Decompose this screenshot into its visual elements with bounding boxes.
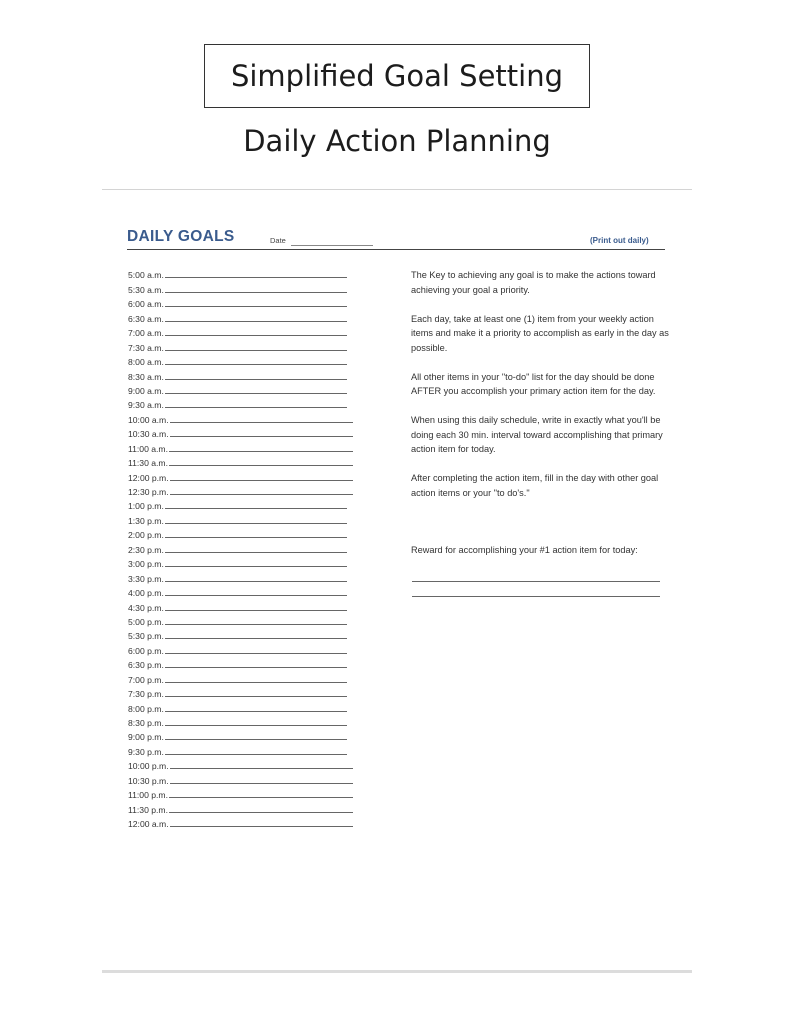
time-label: 12:30 p.m.	[128, 487, 169, 497]
entry-line	[165, 725, 347, 726]
time-label: 4:00 p.m.	[128, 588, 164, 599]
schedule-row	[128, 324, 368, 338]
entry-line	[169, 451, 353, 452]
entry-line	[165, 595, 347, 596]
schedule-row	[128, 641, 368, 655]
time-schedule	[128, 266, 368, 829]
entry-line	[165, 379, 347, 380]
time-label: 7:30 a.m.	[128, 342, 164, 353]
schedule-row	[128, 670, 368, 684]
entry-line	[165, 653, 347, 654]
entry-line	[169, 797, 353, 798]
time-label: 9:00 a.m.	[128, 385, 164, 396]
entry-line	[165, 321, 347, 322]
instruction-paragraph: Each day, take at least one (1) item from your weekly action items and make it a priority to accomplish as early in the day as possible.	[411, 313, 669, 353]
time-label: 7:30 p.m.	[128, 689, 164, 700]
schedule-row	[128, 266, 368, 280]
time-label: 1:00 p.m.	[128, 501, 164, 512]
entry-line	[165, 393, 347, 394]
time-label: 6:00 a.m.	[128, 299, 164, 310]
entry-line	[165, 739, 347, 740]
time-label: 9:30 a.m.	[128, 400, 164, 411]
entry-line	[165, 407, 347, 408]
time-label: 10:30 p.m.	[128, 775, 169, 786]
schedule-row	[128, 685, 368, 699]
schedule-row	[128, 468, 368, 482]
page-subtitle: Daily Action Planning	[243, 124, 551, 158]
entry-line	[170, 436, 353, 437]
top-divider	[102, 189, 692, 190]
instruction-paragraph: After completing the action item, fill in the day with other goal action items or your "to do's."	[411, 473, 659, 498]
schedule-row	[128, 771, 368, 785]
schedule-row	[128, 540, 368, 554]
entry-line	[165, 682, 347, 683]
entry-line	[170, 826, 353, 827]
entry-line	[170, 422, 353, 423]
time-label: 11:30 a.m.	[128, 458, 168, 469]
entry-line	[165, 711, 347, 712]
time-label: 5:30 p.m.	[128, 631, 164, 642]
schedule-row	[128, 396, 368, 410]
schedule-row	[128, 627, 368, 641]
schedule-row	[128, 483, 368, 497]
time-label: 11:30 p.m.	[128, 804, 168, 815]
entry-line	[170, 480, 353, 481]
print-note: (Print out daily)	[590, 236, 649, 245]
entry-line	[165, 552, 347, 553]
page-title: Simplified Goal Setting	[230, 59, 564, 93]
time-label: 7:00 a.m.	[128, 328, 164, 339]
time-label: 8:30 a.m.	[128, 371, 164, 382]
entry-line	[165, 306, 347, 307]
entry-line	[165, 335, 347, 336]
time-label: 5:00 p.m.	[128, 616, 164, 627]
schedule-row	[128, 309, 368, 323]
schedule-row	[128, 757, 368, 771]
time-label: 6:30 p.m.	[128, 660, 164, 671]
time-label: 12:00 a.m.	[128, 819, 169, 830]
schedule-row	[128, 728, 368, 742]
reward-prompt: Reward for accomplishing your #1 action item for today:	[411, 545, 638, 555]
schedule-row	[128, 714, 368, 728]
entry-line	[165, 667, 347, 668]
entry-line	[165, 610, 347, 611]
schedule-row	[128, 353, 368, 367]
time-label: 10:30 a.m.	[128, 429, 169, 440]
time-label: 6:30 a.m.	[128, 313, 164, 324]
entry-line	[165, 523, 347, 524]
schedule-row	[128, 800, 368, 814]
schedule-row	[128, 613, 368, 627]
instruction-paragraph: The Key to achieving any goal is to make the actions toward achieving your goal a priority.	[411, 270, 656, 295]
entry-line	[165, 696, 347, 697]
reward-line	[412, 581, 660, 582]
schedule-row	[128, 584, 368, 598]
entry-line	[165, 537, 347, 538]
entry-line	[170, 494, 353, 495]
time-label: 1:30 p.m.	[128, 515, 164, 526]
entry-line	[170, 783, 353, 784]
entry-line	[165, 508, 347, 509]
schedule-row	[128, 511, 368, 525]
time-label: 7:00 p.m.	[128, 674, 164, 685]
entry-line	[169, 465, 353, 466]
entry-line	[165, 350, 347, 351]
instruction-paragraph: All other items in your "to-do" list for the day should be done AFTER you accomplish your primary action item for the day.	[411, 371, 656, 396]
time-label: 8:00 p.m.	[128, 703, 164, 714]
time-label: 11:00 p.m.	[128, 790, 168, 801]
time-label: 9:30 p.m.	[128, 746, 164, 757]
time-label: 8:00 a.m.	[128, 357, 164, 368]
schedule-row	[128, 656, 368, 670]
entry-line	[165, 638, 347, 639]
time-label: 3:00 p.m.	[128, 559, 164, 570]
date-label: Date	[270, 236, 286, 245]
schedule-row	[128, 338, 368, 352]
schedule-row	[128, 497, 368, 511]
schedule-row	[128, 786, 368, 800]
time-label: 2:30 p.m.	[128, 544, 164, 555]
entry-line	[165, 754, 347, 755]
heading-underline	[127, 249, 665, 250]
time-label: 12:00 p.m.	[128, 472, 169, 483]
document-heading: DAILY GOALS	[127, 228, 235, 245]
schedule-row	[128, 569, 368, 583]
schedule-row	[128, 742, 368, 756]
entry-line	[165, 581, 347, 582]
time-label: 2:00 p.m.	[128, 530, 164, 541]
time-label: 10:00 p.m.	[128, 761, 169, 772]
schedule-row	[128, 382, 368, 396]
schedule-row	[128, 598, 368, 612]
instructions	[411, 268, 671, 515]
schedule-row	[128, 815, 368, 829]
time-label: 10:00 a.m.	[128, 414, 169, 425]
time-label: 5:00 a.m.	[128, 270, 164, 281]
schedule-row	[128, 410, 368, 424]
entry-line	[165, 277, 347, 278]
schedule-row	[128, 454, 368, 468]
time-label: 5:30 a.m.	[128, 284, 164, 295]
schedule-row	[128, 295, 368, 309]
time-label: 4:30 p.m.	[128, 602, 164, 613]
time-label: 11:00 a.m.	[128, 443, 168, 454]
schedule-row	[128, 526, 368, 540]
schedule-row	[128, 555, 368, 569]
title-box	[204, 44, 590, 108]
time-label: 8:30 p.m.	[128, 718, 164, 728]
schedule-row	[128, 439, 368, 453]
instruction-paragraph: When using this daily schedule, write in exactly what you'll be doing each 30 min. interval toward accomplishing that primary action item for today.	[411, 415, 663, 454]
schedule-row	[128, 699, 368, 713]
entry-line	[170, 768, 353, 769]
entry-line	[169, 812, 353, 813]
entry-line	[165, 624, 347, 625]
entry-line	[165, 292, 347, 293]
date-field-line	[291, 245, 373, 246]
schedule-row	[128, 367, 368, 381]
schedule-row	[128, 280, 368, 294]
entry-line	[165, 364, 347, 365]
schedule-row	[128, 425, 368, 439]
bottom-divider	[102, 970, 692, 973]
reward-line	[412, 596, 660, 597]
time-label: 6:00 p.m.	[128, 645, 164, 656]
time-label: 9:00 p.m.	[128, 732, 164, 743]
time-label: 3:30 p.m.	[128, 573, 164, 584]
entry-line	[165, 566, 347, 567]
